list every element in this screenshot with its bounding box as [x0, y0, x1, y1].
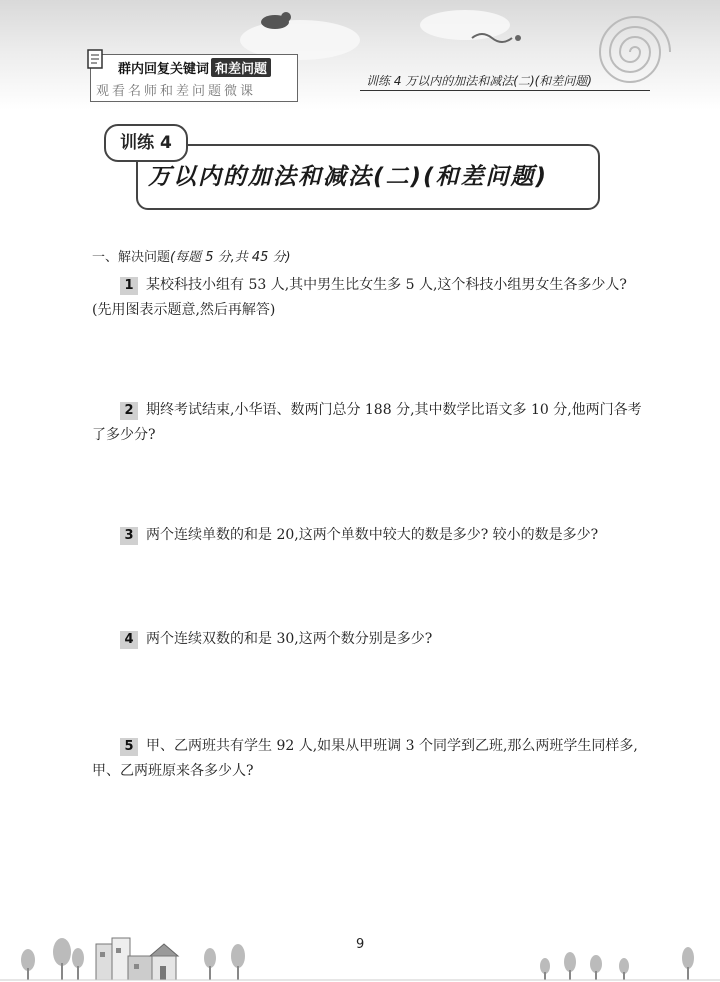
problem-2 — [92, 398, 672, 448]
problem-number-badge: 5 — [120, 738, 138, 756]
footer-decoration — [0, 930, 720, 982]
section-heading — [92, 246, 291, 265]
problem-text: 两个连续单数的和是 20,这两个单数中较大的数是多少? 较小的数是多少? — [146, 527, 599, 543]
problem-number-badge: 2 — [120, 402, 138, 420]
problem-text: 期终考试结束,小华语、数两门总分 188 分,其中数学比语文多 10 分,他两门各考 — [146, 402, 642, 418]
promo-line-1 — [118, 58, 271, 77]
problem-number-badge: 4 — [120, 631, 138, 649]
running-head: 训练 4 万以内的加法和减法(二)(和差问题) — [366, 74, 592, 88]
document-icon — [86, 48, 108, 70]
problem-text: 甲、乙两班共有学生 92 人,如果从甲班调 3 个同学到乙班,那么两班学生同样多, — [146, 738, 638, 754]
header-rule — [360, 90, 650, 91]
bird-icon — [250, 8, 300, 32]
problem-line — [92, 734, 672, 759]
problem-text: 某校科技小组有 53 人,其中男生比女生多 5 人,这个科技小组男女生各多少人? — [146, 277, 627, 293]
problem-4 — [92, 627, 672, 652]
problem-number-badge: 1 — [120, 277, 138, 295]
problem-3 — [92, 523, 672, 548]
promo-prefix: 群内回复关键词 — [118, 62, 210, 77]
problem-line — [92, 398, 672, 423]
problem-5 — [92, 734, 672, 784]
problem-text: 两个连续双数的和是 30,这两个数分别是多少? — [146, 631, 433, 647]
problem-1 — [92, 273, 672, 323]
problem-line — [92, 273, 672, 298]
lesson-tab: 训练 4 — [104, 124, 188, 162]
page-title: 万以内的加法和减法(二)(和差问题) — [148, 164, 549, 190]
house-icon — [96, 938, 178, 980]
problem-line: 了多少分? — [92, 427, 156, 443]
section-points: (每题 5 分,共 45 分) — [170, 250, 291, 265]
spiral-decoration-icon — [580, 2, 690, 102]
problem-line: (先用图表示题意,然后再解答) — [92, 302, 276, 318]
problem-number-badge: 3 — [120, 527, 138, 545]
section-title: 一、解决问题 — [92, 250, 171, 265]
problem-line — [92, 523, 672, 548]
promo-keyword: 和差问题 — [211, 58, 271, 77]
notes-icon — [470, 26, 530, 46]
problem-line: 甲、乙两班原来各多少人? — [92, 763, 254, 779]
page-number: 9 — [356, 937, 365, 952]
problem-line — [92, 627, 672, 652]
promo-line-2: 观看名师和差问题微课 — [96, 84, 257, 99]
